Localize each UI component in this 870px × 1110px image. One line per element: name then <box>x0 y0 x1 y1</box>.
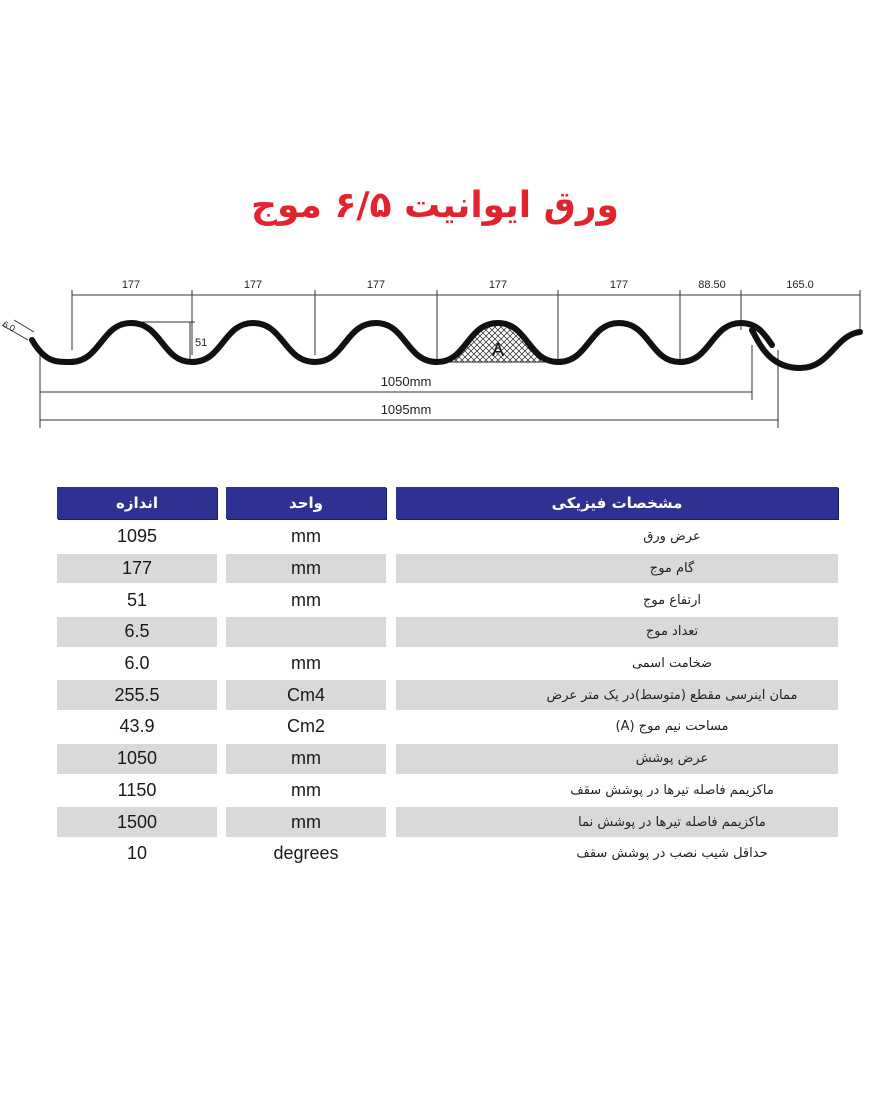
property-cell: عرض ورق <box>643 529 701 545</box>
property-cell: ماکزیمم فاصله تیرها در پوشش سقف <box>570 782 774 798</box>
pitch-label: 88.50 <box>698 279 726 291</box>
corrugated-sheet-curve <box>32 323 772 362</box>
pitch-label: 177 <box>609 279 629 291</box>
table-row <box>0 584 870 616</box>
table-row <box>0 616 870 648</box>
pitch-label: 177 <box>488 279 508 291</box>
header-value: اندازه <box>57 487 217 519</box>
table-row <box>0 711 870 743</box>
value-cell: 6.5 <box>57 617 217 647</box>
table-row <box>0 838 870 870</box>
table-row <box>0 679 870 711</box>
total-width-label: 1095mm <box>380 402 432 417</box>
value-cell: 1095 <box>116 526 158 547</box>
cover-width-label: 1050mm <box>380 374 432 389</box>
unit-cell: Cm4 <box>226 680 386 710</box>
table-row <box>0 521 870 553</box>
value-cell: 1050 <box>57 744 217 774</box>
property-cell: ماکزیمم فاصله تیرها در پوشش نما <box>396 807 838 837</box>
value-cell: 51 <box>126 589 148 610</box>
table-row <box>0 743 870 775</box>
table-row <box>0 648 870 680</box>
unit-cell: degrees <box>273 843 339 864</box>
sheet-profile-diagram <box>0 270 870 440</box>
value-cell: 255.5 <box>57 680 217 710</box>
wave-height-label: 51 <box>195 337 208 349</box>
pitch-label: 165.0 <box>786 279 814 291</box>
property-cell: ضخامت اسمی <box>631 656 713 672</box>
unit-cell: mm <box>226 807 386 837</box>
value-cell: 1500 <box>57 807 217 837</box>
property-cell: گام موج <box>396 554 838 584</box>
unit-cell: mm <box>226 744 386 774</box>
property-cell: تعداد موج <box>396 617 838 647</box>
area-label: A <box>492 340 505 360</box>
page-title: ورق ایوانیت ۶/۵ موج <box>251 185 619 226</box>
value-cell: 6.0 <box>124 653 150 674</box>
thickness-label: 6.0 <box>1 318 17 334</box>
pitch-label: 177 <box>243 279 263 291</box>
value-cell: 43.9 <box>119 716 155 737</box>
unit-cell: mm <box>291 526 321 547</box>
unit-cell: mm <box>226 554 386 584</box>
property-cell: عرض پوشش <box>396 744 838 774</box>
table-row <box>0 775 870 807</box>
value-cell: 177 <box>57 554 217 584</box>
header-unit: واحد <box>226 487 386 519</box>
unit-cell: mm <box>291 779 321 800</box>
unit-cell: Cm2 <box>286 716 325 737</box>
unit-cell: mm <box>291 653 321 674</box>
property-cell: مساحت نیم موج (A) <box>615 719 729 735</box>
property-cell: ممان اینرسی مقطع (متوسط)در یک متر عرض <box>396 680 838 710</box>
pitch-label: 177 <box>366 279 386 291</box>
property-cell: حداقل شیب نصب در پوشش سقف <box>576 846 768 862</box>
unit-cell <box>226 617 386 647</box>
unit-cell: mm <box>291 589 321 610</box>
property-cell: ارتفاع موج <box>643 592 702 608</box>
value-cell: 10 <box>126 843 148 864</box>
spec-table <box>0 521 870 870</box>
header-property: مشخصات فیزیکی <box>396 487 838 519</box>
pitch-label: 177 <box>121 279 141 291</box>
table-row <box>0 553 870 585</box>
value-cell: 1150 <box>117 779 157 800</box>
table-row <box>0 806 870 838</box>
